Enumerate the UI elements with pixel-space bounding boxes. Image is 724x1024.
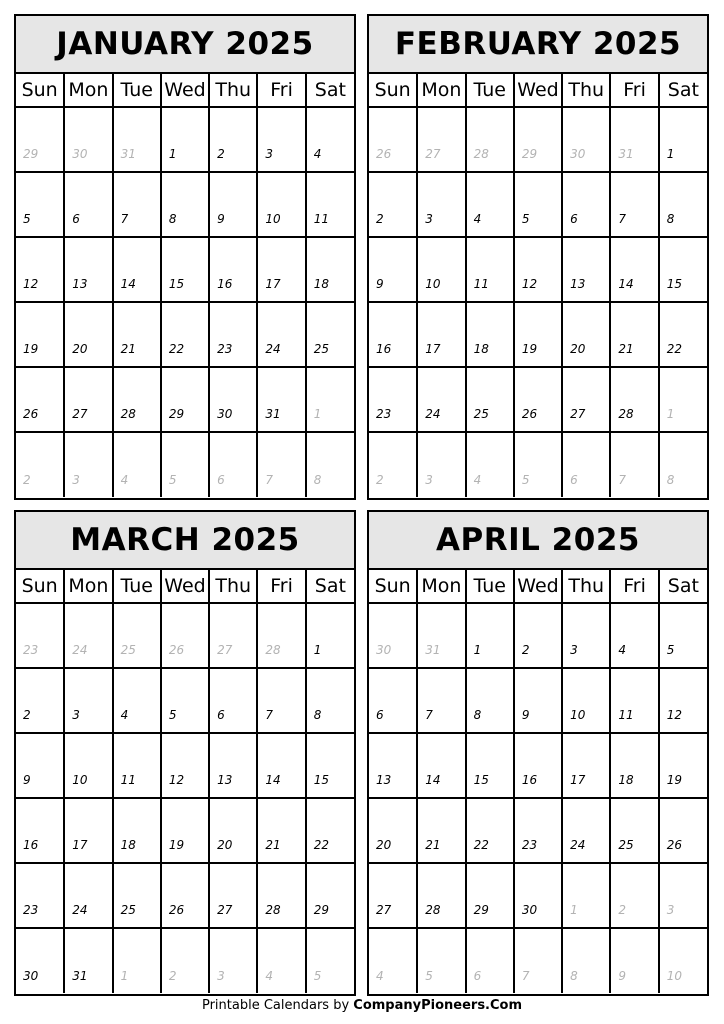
- calendar-january: [14, 14, 356, 500]
- day-cell-adjacent-month: 5: [161, 432, 209, 497]
- day-cell-adjacent-month: 8: [313, 473, 322, 487]
- day-cell: 3: [417, 172, 465, 237]
- weekday-header: Mon: [64, 74, 112, 107]
- day-cell: 10: [562, 668, 610, 733]
- day-cell: 2: [209, 107, 257, 172]
- day-cell: 4: [113, 668, 161, 733]
- day-cell: 30: [16, 928, 64, 993]
- day-cell: 19: [514, 302, 562, 367]
- weekday-header: Mon: [64, 570, 112, 603]
- week-row: [16, 367, 354, 432]
- day-cell: 8: [466, 668, 514, 733]
- week-row: [16, 237, 354, 302]
- day-cell: 1: [659, 107, 707, 172]
- day-cell-adjacent-month: 5: [417, 928, 465, 993]
- month-grid: [369, 570, 707, 993]
- weekday-header: Fri: [257, 74, 305, 107]
- weekday-header-row: [369, 570, 707, 603]
- day-cell-adjacent-month: 6: [466, 928, 514, 993]
- day-cell: 5: [514, 172, 562, 237]
- week-row: [369, 928, 707, 993]
- day-cell: 18: [113, 798, 161, 863]
- day-cell-adjacent-month: 1: [113, 928, 161, 993]
- day-cell-adjacent-month: 3: [64, 432, 112, 497]
- day-cell: 24: [562, 798, 610, 863]
- day-cell: 26: [16, 367, 64, 432]
- day-cell: 23: [369, 367, 417, 432]
- day-cell: 27: [562, 367, 610, 432]
- day-cell: 13: [562, 237, 610, 302]
- day-cell: 17: [257, 237, 305, 302]
- day-cell: 17: [64, 798, 112, 863]
- day-cell-adjacent-month: 2: [369, 432, 417, 497]
- day-cell: 29: [161, 367, 209, 432]
- weekday-header: Wed: [514, 570, 562, 603]
- day-cell: 16: [209, 237, 257, 302]
- day-cell-adjacent-month: 30: [64, 107, 112, 172]
- month-title: JANUARY 2025: [16, 16, 354, 74]
- weekday-header-row: [16, 74, 354, 107]
- day-cell-adjacent-month: 7: [610, 432, 658, 497]
- day-cell: 15: [306, 733, 354, 798]
- weekday-header: Mon: [417, 74, 465, 107]
- day-cell: 14: [257, 733, 305, 798]
- day-cell-adjacent-month: 24: [64, 603, 112, 668]
- week-row: [369, 237, 707, 302]
- day-cell-adjacent-month: 7: [257, 432, 305, 497]
- day-cell: 30: [514, 863, 562, 928]
- day-cell-adjacent-month: 4: [113, 432, 161, 497]
- day-cell: 27: [209, 863, 257, 928]
- day-cell: 4: [306, 107, 354, 172]
- day-cell: 3: [64, 668, 112, 733]
- weekday-header: Thu: [209, 570, 257, 603]
- day-cell-adjacent-month: 29: [16, 107, 64, 172]
- week-row: [16, 928, 354, 993]
- weekday-header: Mon: [417, 570, 465, 603]
- day-cell-adjacent-month: 27: [417, 107, 465, 172]
- day-cell: 28: [113, 367, 161, 432]
- day-cell: 2: [514, 603, 562, 668]
- day-cell: 16: [514, 733, 562, 798]
- weekday-header: Sun: [369, 74, 417, 107]
- day-cell: 9: [369, 237, 417, 302]
- day-cell: 9: [209, 172, 257, 237]
- day-cell-adjacent-month: 3: [417, 432, 465, 497]
- day-cell-adjacent-month: 1: [306, 367, 354, 432]
- day-cell: 13: [369, 733, 417, 798]
- week-row: [369, 798, 707, 863]
- day-cell: 12: [659, 668, 707, 733]
- day-cell: 11: [113, 733, 161, 798]
- day-cell: 7: [257, 668, 305, 733]
- day-cell: 23: [16, 863, 64, 928]
- day-cell-adjacent-month: 9: [610, 928, 658, 993]
- week-row: [369, 302, 707, 367]
- weekday-header: Fri: [610, 570, 658, 603]
- day-cell: 31: [257, 367, 305, 432]
- day-cell-adjacent-month: 2: [161, 928, 209, 993]
- weekday-header: Fri: [257, 570, 305, 603]
- day-cell: 26: [161, 863, 209, 928]
- day-cell: 28: [610, 367, 658, 432]
- weekday-header: Tue: [466, 570, 514, 603]
- day-cell: 18: [610, 733, 658, 798]
- day-cell-adjacent-month: 8: [666, 473, 675, 487]
- weekday-header-row: [16, 570, 354, 603]
- day-cell: 31: [64, 928, 112, 993]
- week-row: [369, 172, 707, 237]
- weekday-header: Wed: [514, 74, 562, 107]
- weekday-header: Fri: [610, 74, 658, 107]
- day-cell-adjacent-month: 25: [113, 603, 161, 668]
- day-cell: 16: [16, 798, 64, 863]
- day-cell-adjacent-month: 26: [369, 107, 417, 172]
- day-cell: 19: [659, 733, 707, 798]
- day-cell: 24: [64, 863, 112, 928]
- weekday-header: Sat: [306, 570, 354, 603]
- day-cell-adjacent-month: 7: [514, 928, 562, 993]
- day-cell-adjacent-month: 6: [562, 432, 610, 497]
- week-row: [16, 863, 354, 928]
- day-cell: 28: [257, 863, 305, 928]
- day-cell-adjacent-month: 6: [209, 432, 257, 497]
- day-cell-adjacent-month: 31: [113, 107, 161, 172]
- month-grid: [16, 570, 354, 993]
- day-cell: 12: [514, 237, 562, 302]
- day-cell: 27: [64, 367, 112, 432]
- day-cell: 13: [209, 733, 257, 798]
- day-cell: 30: [209, 367, 257, 432]
- week-row: [369, 733, 707, 798]
- weekday-header: Sun: [16, 74, 64, 107]
- day-cell: 16: [369, 302, 417, 367]
- day-cell: 25: [610, 798, 658, 863]
- week-row: [369, 107, 707, 172]
- weekday-header: Sun: [16, 570, 64, 603]
- day-cell: 17: [417, 302, 465, 367]
- week-row: [369, 367, 707, 432]
- weekday-header: Wed: [161, 74, 209, 107]
- day-cell: 4: [610, 603, 658, 668]
- weekday-header: Tue: [113, 570, 161, 603]
- day-cell: 15: [161, 237, 209, 302]
- day-cell: 15: [659, 237, 707, 302]
- day-cell: 14: [610, 237, 658, 302]
- weekday-header: Thu: [562, 74, 610, 107]
- day-cell: 27: [369, 863, 417, 928]
- day-cell: 20: [209, 798, 257, 863]
- day-cell-adjacent-month: 31: [610, 107, 658, 172]
- day-cell-adjacent-month: 23: [16, 603, 64, 668]
- day-cell-adjacent-month: 4: [257, 928, 305, 993]
- day-cell-adjacent-month: 10: [666, 969, 682, 983]
- weekday-header: Sat: [659, 570, 707, 603]
- day-cell: 24: [417, 367, 465, 432]
- day-cell-adjacent-month: 28: [257, 603, 305, 668]
- day-cell: 23: [209, 302, 257, 367]
- week-row: [369, 603, 707, 668]
- day-cell-adjacent-month: 5: [313, 969, 322, 983]
- day-cell-adjacent-month: 1: [659, 367, 707, 432]
- day-cell: 23: [514, 798, 562, 863]
- day-cell: 22: [466, 798, 514, 863]
- week-row: [16, 107, 354, 172]
- day-cell: 1: [161, 107, 209, 172]
- day-cell: 20: [562, 302, 610, 367]
- week-row: [16, 432, 354, 497]
- day-cell: 25: [466, 367, 514, 432]
- day-cell-adjacent-month: 3: [209, 928, 257, 993]
- weekday-header: Sat: [306, 74, 354, 107]
- day-cell: 25: [306, 302, 354, 367]
- week-row: [16, 172, 354, 237]
- day-cell: 21: [417, 798, 465, 863]
- day-cell-adjacent-month: 31: [417, 603, 465, 668]
- month-grid: [16, 74, 354, 497]
- day-cell: 29: [306, 863, 354, 928]
- day-cell: 26: [514, 367, 562, 432]
- day-cell: 8: [306, 668, 354, 733]
- day-cell: 17: [562, 733, 610, 798]
- day-cell-adjacent-month: 28: [466, 107, 514, 172]
- day-cell: 22: [161, 302, 209, 367]
- day-cell: 21: [113, 302, 161, 367]
- month-title: FEBRUARY 2025: [369, 16, 707, 74]
- day-cell: 6: [369, 668, 417, 733]
- week-row: [369, 432, 707, 497]
- weekday-header: Sun: [369, 570, 417, 603]
- week-row: [369, 668, 707, 733]
- day-cell: 3: [257, 107, 305, 172]
- day-cell: 15: [466, 733, 514, 798]
- day-cell: 18: [306, 237, 354, 302]
- day-cell-adjacent-month: 4: [466, 432, 514, 497]
- week-row: [16, 668, 354, 733]
- day-cell-adjacent-month: 8: [562, 928, 610, 993]
- day-cell: 2: [16, 668, 64, 733]
- day-cell: 8: [659, 172, 707, 237]
- day-cell-adjacent-month: 30: [369, 603, 417, 668]
- weekday-header: Tue: [113, 74, 161, 107]
- day-cell: 5: [659, 603, 707, 668]
- week-row: [369, 863, 707, 928]
- day-cell: 28: [417, 863, 465, 928]
- day-cell: 19: [161, 798, 209, 863]
- day-cell-adjacent-month: 2: [16, 432, 64, 497]
- day-cell: 11: [466, 237, 514, 302]
- day-cell-adjacent-month: 27: [209, 603, 257, 668]
- day-cell: 9: [514, 668, 562, 733]
- day-cell: 2: [369, 172, 417, 237]
- day-cell: 20: [64, 302, 112, 367]
- calendar-march: [14, 510, 356, 996]
- day-cell: 12: [16, 237, 64, 302]
- week-row: [16, 798, 354, 863]
- week-row: [16, 733, 354, 798]
- day-cell-adjacent-month: 2: [610, 863, 658, 928]
- day-cell: 29: [466, 863, 514, 928]
- day-cell: 6: [64, 172, 112, 237]
- day-cell: 11: [610, 668, 658, 733]
- day-cell: 10: [417, 237, 465, 302]
- day-cell: 8: [161, 172, 209, 237]
- weekday-header: Sat: [659, 74, 707, 107]
- weekday-header: Thu: [562, 570, 610, 603]
- month-title: APRIL 2025: [369, 512, 707, 570]
- day-cell: 13: [64, 237, 112, 302]
- day-cell: 22: [306, 798, 354, 863]
- day-cell-adjacent-month: 4: [369, 928, 417, 993]
- day-cell: 20: [369, 798, 417, 863]
- day-cell-adjacent-month: 5: [514, 432, 562, 497]
- month-title: MARCH 2025: [16, 512, 354, 570]
- day-cell: 25: [113, 863, 161, 928]
- weekday-header: Thu: [209, 74, 257, 107]
- day-cell: 14: [417, 733, 465, 798]
- day-cell: 26: [659, 798, 707, 863]
- month-grid: [369, 74, 707, 497]
- day-cell: 6: [209, 668, 257, 733]
- day-cell-adjacent-month: 29: [514, 107, 562, 172]
- day-cell: 4: [466, 172, 514, 237]
- day-cell-adjacent-month: 30: [562, 107, 610, 172]
- day-cell: 10: [257, 172, 305, 237]
- day-cell: 5: [161, 668, 209, 733]
- day-cell: 7: [417, 668, 465, 733]
- day-cell: 9: [16, 733, 64, 798]
- day-cell: 6: [562, 172, 610, 237]
- day-cell: 3: [562, 603, 610, 668]
- day-cell: 18: [466, 302, 514, 367]
- day-cell: 7: [610, 172, 658, 237]
- weekday-header: Wed: [161, 570, 209, 603]
- calendar-february: [367, 14, 709, 500]
- week-row: [16, 302, 354, 367]
- day-cell: 21: [610, 302, 658, 367]
- footer-text: Printable Calendars by: [201, 998, 354, 1013]
- day-cell: 10: [64, 733, 112, 798]
- day-cell: 1: [466, 603, 514, 668]
- day-cell: 1: [306, 603, 354, 668]
- day-cell: 5: [16, 172, 64, 237]
- day-cell-adjacent-month: 3: [659, 863, 707, 928]
- day-cell-adjacent-month: 1: [562, 863, 610, 928]
- day-cell: 21: [257, 798, 305, 863]
- footer-brand: CompanyPioneers.Com: [353, 998, 523, 1013]
- day-cell: 22: [659, 302, 707, 367]
- day-cell-adjacent-month: 26: [161, 603, 209, 668]
- day-cell: 12: [161, 733, 209, 798]
- day-cell: 19: [16, 302, 64, 367]
- calendar-april: [367, 510, 709, 996]
- day-cell: 14: [113, 237, 161, 302]
- weekday-header-row: [369, 74, 707, 107]
- day-cell: 7: [113, 172, 161, 237]
- week-row: [16, 603, 354, 668]
- weekday-header: Tue: [466, 74, 514, 107]
- day-cell: 11: [306, 172, 354, 237]
- footer-credit: [0, 998, 724, 1013]
- day-cell: 24: [257, 302, 305, 367]
